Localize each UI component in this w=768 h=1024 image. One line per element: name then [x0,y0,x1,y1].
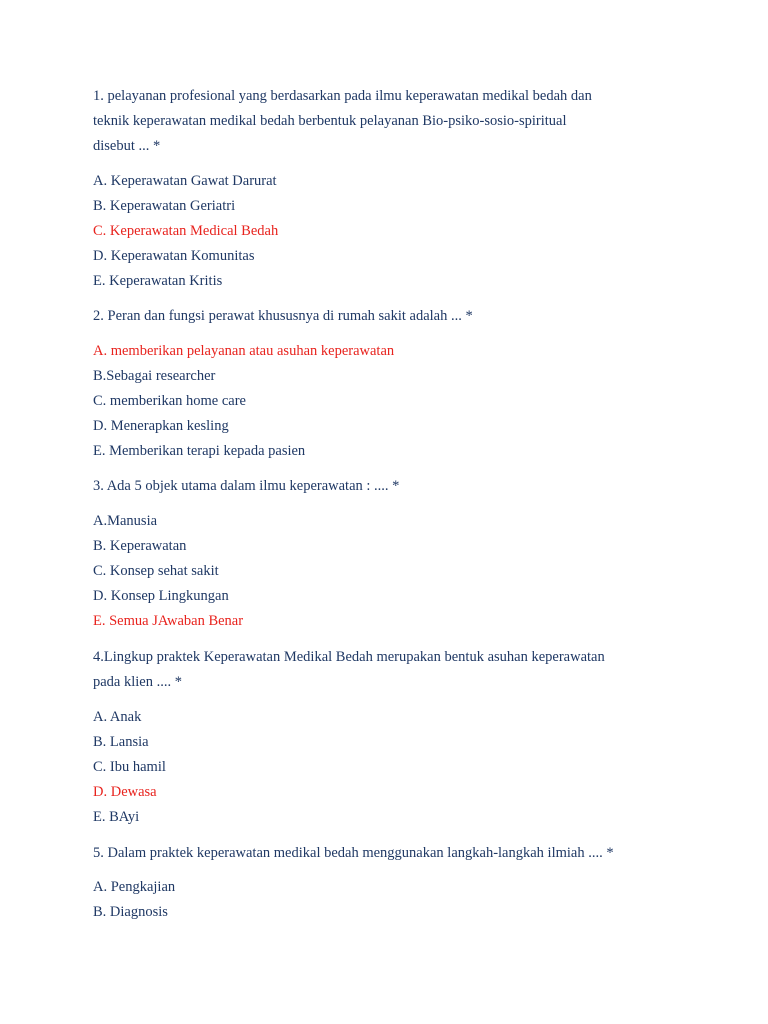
question-5-option-a: A. Pengkajian [93,879,176,895]
question-4-option-e: E. BAyi [93,809,140,825]
question-2-option-e: E. Memberikan terapi kepada pasien [93,443,306,459]
question-4-line-2: pada klien .... * [93,674,182,690]
question-2-option-a-correct: A. memberikan pelayanan atau asuhan keperawatan [93,343,395,359]
question-4-line-1: 4.Lingkup praktek Keperawatan Medikal Bedah merupakan bentuk asuhan keperawatan [93,649,605,665]
question-5-option-b: B. Diagnosis [93,904,168,920]
question-2-option-b: B.Sebagai researcher [93,368,216,384]
question-1-option-a: A. Keperawatan Gawat Darurat [93,173,277,189]
question-4-option-b: B. Lansia [93,734,149,750]
question-2-line-1: 2. Peran dan fungsi perawat khususnya di rumah sakit adalah ... * [93,308,473,324]
question-1-option-d: D. Keperawatan Komunitas [93,248,255,264]
question-1-option-c-correct: C. Keperawatan Medical Bedah [93,223,279,239]
question-3-option-a: A.Manusia [93,513,158,529]
question-5-line-1: 5. Dalam praktek keperawatan medikal bedah menggunakan langkah-langkah ilmiah .... * [93,845,614,861]
question-3-option-e-correct: E. Semua JAwaban Benar [93,613,244,629]
question-1-option-b: B. Keperawatan Geriatri [93,198,236,214]
question-4-option-c: C. Ibu hamil [93,759,166,775]
question-4-option-d-correct: D. Dewasa [93,784,157,800]
question-3-option-b: B. Keperawatan [93,538,187,554]
question-2-option-c: C. memberikan home care [93,393,246,409]
question-1-line-1: 1. pelayanan profesional yang berdasarkan pada ilmu keperawatan medikal bedah dan [93,88,592,104]
question-4-option-a: A. Anak [93,709,142,725]
question-1-line-2: teknik keperawatan medikal bedah berbentuk pelayanan Bio-psiko-sosio-spiritual [93,113,567,129]
question-1-line-3: disebut ... * [93,138,161,154]
question-3-line-1: 3. Ada 5 objek utama dalam ilmu keperawatan : .... * [93,478,400,494]
question-2-option-d: D. Menerapkan kesling [93,418,229,434]
question-3-option-d: D. Konsep Lingkungan [93,588,229,604]
question-1-option-e: E. Keperawatan Kritis [93,273,223,289]
question-3-option-c: C. Konsep sehat sakit [93,563,219,579]
